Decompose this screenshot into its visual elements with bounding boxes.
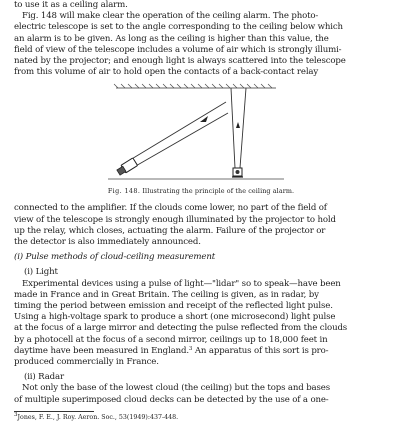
telescope-field-of-view — [130, 102, 228, 167]
text-line: connected to the amplifier. If the clouds come lower, no part of the field of — [14, 203, 327, 214]
footnote — [14, 411, 388, 422]
ceiling-alarm-figure — [14, 82, 388, 186]
footnote-rule — [14, 411, 94, 412]
text-segment: An apparatus of this sort is pro- — [192, 345, 329, 356]
text-line: to use it as a ceiling alarm. — [14, 0, 128, 10]
text-line: the detector is also immediately announced. — [14, 237, 201, 248]
text-line: Using a high-voltage spark to produce a short (one microsecond) light pulse — [14, 312, 336, 323]
figure-caption-text: Illustrating the principle of the ceiling alarm. — [142, 187, 295, 196]
text-line: nated by the projector; and enough light is always scattered into the telescope — [14, 56, 346, 67]
text-line: from this volume of air to hold open the contacts of a back-contact relay — [14, 67, 319, 78]
top-paragraph — [14, 0, 388, 78]
text-line: electric telescope is set to the angle corresponding to the ceiling below which — [14, 22, 343, 33]
text-line: view of the telescope is strongly enough illuminated by the projector to hold — [14, 214, 336, 225]
cloud-hatching — [114, 84, 272, 88]
beam-arrow-icon — [236, 122, 240, 128]
text-line: produced commercially in France. — [14, 357, 159, 368]
figure-caption — [14, 187, 388, 196]
text-line: Experimental devices using a pulse of light—"lidar" so to speak—have been — [22, 278, 341, 289]
section-heading: (i) Pulse methods of cloud-ceiling measurement — [14, 252, 216, 263]
footnote-reference: 3 — [188, 345, 193, 352]
text-line: Not only the base of the lowest cloud (the ceiling) but the tops and bases — [22, 383, 330, 394]
text-line: up the relay, which closes, actuating the alarm. Failure of the projector or — [14, 225, 326, 236]
text-line: by a photocell at the focus of a second mirror, ceilings up to 18,000 feet in — [14, 334, 328, 345]
figure-label: Fig. 148. — [107, 187, 141, 196]
text-line: of multiple superimposed cloud decks can be detected by the use of a one- — [14, 394, 329, 405]
telescope-icon — [117, 158, 138, 175]
text-line: timing the period between emission and receipt of the reflected light pulse. — [14, 301, 333, 312]
text-line: made in France and in Great Britain. The ceiling is given, as in radar, by — [14, 289, 319, 300]
text-line: at the focus of a large mirror and detecting the pulse reflected from the clouds — [14, 323, 348, 334]
text-line: field of view of the telescope includes a volume of air which is strongly illumi- — [14, 44, 342, 55]
text-line: Fig. 148 will make clear the operation of the ceiling alarm. The photo- — [22, 11, 319, 22]
subsection-heading-light: (i) Light — [24, 267, 58, 278]
book-page — [14, 0, 388, 422]
ceiling-alarm-illustration — [14, 82, 388, 186]
footnote-mark: 3 — [14, 411, 18, 418]
radar-paragraph — [14, 383, 388, 405]
text-segment: daytime have been measured in England. — [14, 345, 189, 356]
subsection-heading-radar: (ii) Radar — [24, 372, 64, 383]
text-line — [14, 346, 388, 357]
footnote-text: Jones, F. E., J. Roy. Aeron. Soc., 53(1949):437-448. — [17, 413, 179, 421]
middle-paragraph — [14, 203, 388, 248]
light-paragraph — [14, 279, 388, 369]
text-line: an alarm is to be given. As long as the ceiling is higher than this value, the — [14, 33, 329, 44]
projector-icon — [233, 168, 242, 176]
